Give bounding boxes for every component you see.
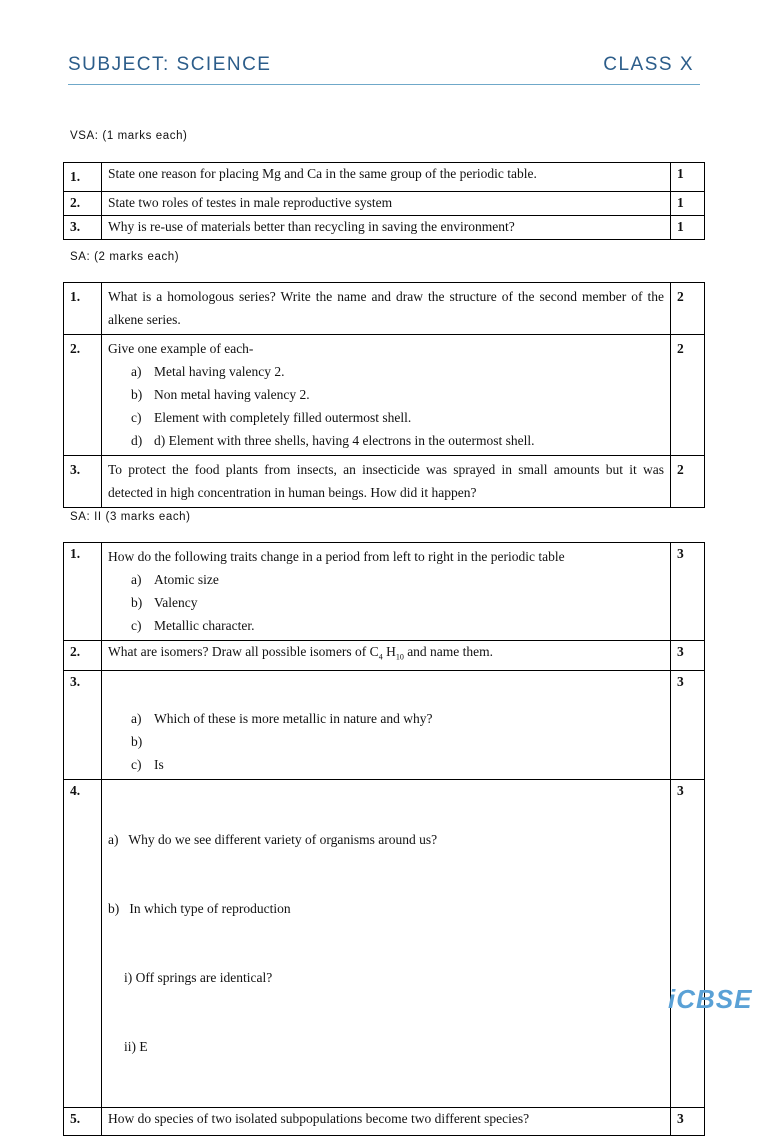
question-row <box>64 641 705 671</box>
question-text-part: and name them. <box>403 644 494 659</box>
question-text <box>102 543 671 641</box>
sub-question-label: b) <box>131 733 143 749</box>
question-text <box>102 779 671 1107</box>
subscript: 4 <box>378 652 383 662</box>
question-text: How do species of two isolated subpopulations become two different species? <box>102 1107 671 1135</box>
question-row <box>64 543 705 641</box>
question-line: b) In which type of reproduction <box>108 900 291 916</box>
icbse-logo: iCBSE <box>668 984 753 1014</box>
subscript: 10 <box>395 652 404 662</box>
sub-question-label: a) <box>131 572 142 587</box>
question-text: State one reason for placing Mg and Ca in the same group of the periodic table. <box>102 163 671 192</box>
sub-question-label: c) <box>131 618 142 633</box>
sub-question-label: b) <box>131 595 143 610</box>
question-text: What is a homologous series? Write the name and draw the structure of the second member of the alkene series. <box>102 283 671 335</box>
question-text <box>102 335 671 456</box>
sub-question <box>108 360 664 383</box>
question-marks: 1 <box>671 216 705 240</box>
question-stem: Give one example of each- <box>108 341 254 356</box>
page-header <box>68 54 700 85</box>
question-table-sa <box>63 282 705 508</box>
question-marks: 1 <box>671 163 705 192</box>
question-number: 1. <box>64 163 102 192</box>
question-row <box>64 283 705 335</box>
question-number: 2. <box>64 192 102 216</box>
question-marks: 3 <box>671 779 705 1107</box>
question-text <box>102 670 671 779</box>
question-text: State two roles of testes in male reproductive system <box>102 192 671 216</box>
question-number: 1. <box>64 543 102 641</box>
question-row <box>64 456 705 508</box>
question-text: Why is re-use of materials better than recycling in saving the environment? <box>102 216 671 240</box>
question-row <box>64 163 705 192</box>
sub-question-text: Metal having valency 2. <box>154 364 285 379</box>
sub-question-text: Element with completely filled outermost shell. <box>154 410 412 425</box>
question-text-part: What are isomers? Draw all possible isomers of C <box>108 644 379 659</box>
sub-question-text: d) Element with three shells, having 4 electrons in the outermost shell. <box>154 433 535 448</box>
question-text: To protect the food plants from insects, an insecticide was sprayed in small amounts but it was detected in high concentration in human beings. How did it happen? <box>102 456 671 508</box>
question-row <box>64 335 705 456</box>
section-title-sa: SA: (2 marks each) <box>70 251 180 263</box>
sub-question <box>108 568 664 591</box>
sub-question <box>108 429 664 452</box>
question-line: ii) E <box>124 1038 148 1054</box>
sub-question-text: Non metal having valency 2. <box>154 387 310 402</box>
sub-question <box>108 383 664 406</box>
section-title-vsa: VSA: (1 marks each) <box>70 130 188 142</box>
sub-question-text: Which of these is more metallic in nature and why? <box>154 710 433 726</box>
question-marks: 3 <box>671 670 705 779</box>
question-marks: 3 <box>671 543 705 641</box>
section-title-sa2: SA: II (3 marks each) <box>70 511 191 523</box>
question-table-sa2 <box>63 542 705 1136</box>
question-marks: 3 <box>671 641 705 671</box>
sub-question-text: Valency <box>154 595 198 610</box>
sub-question <box>108 614 664 637</box>
sub-question-label: a) <box>131 364 142 379</box>
question-row <box>64 779 705 1107</box>
question-table-vsa <box>63 162 705 240</box>
subject-title: SUBJECT: SCIENCE <box>68 54 272 75</box>
sub-question-label: a) <box>131 710 142 726</box>
sub-question <box>108 591 664 614</box>
class-title: CLASS X <box>603 54 694 75</box>
sub-question-text: Metallic character. <box>154 618 255 633</box>
sub-question-label: c) <box>131 756 142 772</box>
sub-question <box>108 707 664 730</box>
sub-question <box>108 753 664 776</box>
question-line: i) Off springs are identical? <box>124 969 273 985</box>
question-number: 3. <box>64 216 102 240</box>
sub-question <box>108 406 664 429</box>
question-row <box>64 192 705 216</box>
question-row <box>64 1107 705 1135</box>
sub-question-text: Is <box>154 756 164 772</box>
sub-question-label: b) <box>131 387 143 402</box>
question-number: 3. <box>64 670 102 779</box>
sub-question-label: c) <box>131 410 142 425</box>
sub-question-text: Atomic size <box>154 572 219 587</box>
question-stem: How do the following traits change in a period from left to right in the periodic table <box>108 549 565 564</box>
sub-question-label: d) <box>131 433 143 448</box>
question-marks: 2 <box>671 335 705 456</box>
question-number: 2. <box>64 641 102 671</box>
question-number: 1. <box>64 283 102 335</box>
question-line: a) Why do we see different variety of organisms around us? <box>108 831 438 847</box>
question-row <box>64 670 705 779</box>
question-number: 2. <box>64 335 102 456</box>
question-row <box>64 216 705 240</box>
question-text <box>102 641 671 671</box>
question-number: 5. <box>64 1107 102 1135</box>
question-marks: 2 <box>671 283 705 335</box>
question-number: 4. <box>64 779 102 1107</box>
question-marks: 3 <box>671 1107 705 1135</box>
question-text-part: H <box>382 644 396 659</box>
question-marks: 2 <box>671 456 705 508</box>
question-marks: 1 <box>671 192 705 216</box>
question-number: 3. <box>64 456 102 508</box>
sub-question <box>108 730 664 753</box>
